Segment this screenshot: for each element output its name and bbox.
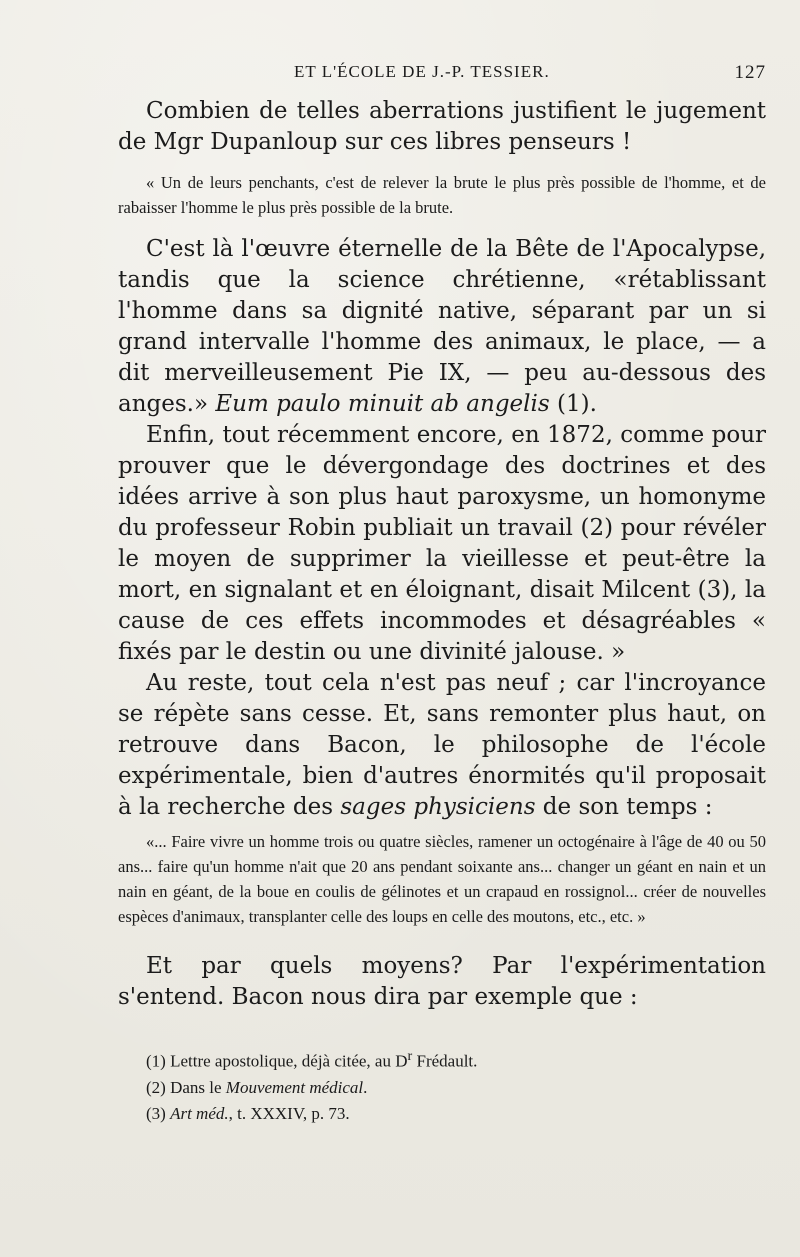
paragraph-4 (118, 668, 766, 823)
footnote-2-after: . (363, 1077, 368, 1097)
footnotes (118, 1043, 766, 1127)
quote-dupanloup: « Un de leurs penchants, c'est de relever la brute le plus près possible de l'homme, et de rabaisser l'homme le plus près possible de la brute. (118, 173, 766, 217)
footnote-3 (146, 1101, 766, 1127)
footnote-1-text: Lettre apostolique, déjà citée, au D (165, 1051, 408, 1071)
footnote-1-mark: (1) (146, 1051, 166, 1071)
footnote-ref-1: (1). (549, 391, 597, 417)
paragraph-1: Combien de telles aberrations justifient le jugement de Mgr Dupanloup sur ces libres penseurs ! (118, 98, 766, 155)
paragraph-2 (118, 234, 766, 420)
footnote-1-sup: r (407, 1048, 413, 1064)
footnote-2-mark: (2) (146, 1077, 166, 1097)
footnote-3-after: , t. XXXIV, p. 73. (228, 1103, 350, 1123)
paragraph-5: Et par quels moyens? Par l'expérimentation s'entend. Bacon nous dira par exemple que : (118, 953, 766, 1010)
footnote-2 (146, 1075, 766, 1101)
paragraph-3: Enfin, tout récemment encore, en 1872, comme pour prouver que le dévergondage des doctrines et des idées arrive à son plus haut paroxysme, un homonyme du professeur Robin publiait un travail (2) pour révéler le moyen de supprimer la vieillesse et peut-être la mort, en signalant et en éloignant, disait Milcent (3), la cause de ces effets incommodes et désagréables « fixés par le destin ou une divinité jalouse. » (118, 422, 766, 665)
footnote-1-after: Frédault. (412, 1051, 478, 1071)
footnote-1 (146, 1043, 766, 1075)
page-number: 127 (734, 62, 766, 83)
footnote-2-text: Dans le (165, 1077, 226, 1097)
paragraph-2-text: C'est là l'œuvre éternelle de la Bête de l'Apocalypse, tandis que la science chrétienne, «rétablissant l'homme dans sa dignité native, séparant par un si grand intervalle l'homme des animaux, le place, — a dit merveilleusement Pie IX, — peu au-dessous des anges.» (118, 236, 766, 417)
running-title: ET L'ÉCOLE DE J.-P. TESSIER. (294, 62, 550, 81)
footnote-3-italic: Art méd. (170, 1103, 229, 1123)
footnote-3-mark: (3) (146, 1103, 166, 1123)
paragraph-4-text: Au reste, tout cela n'est pas neuf ; car l'incroyance se répète sans cesse. Et, sans remonter plus haut, on retrouve dans Bacon, le philosophe de l'école expérimentale, bien d'autres énormités qu'il proposait à la recherche des (118, 670, 766, 820)
sages-physiciens: sages physiciens (340, 794, 536, 820)
footnote-2-italic: Mouvement médical (225, 1077, 364, 1097)
paragraph-4-tail: de son temps : (535, 794, 713, 820)
running-head (118, 56, 766, 96)
quote-bacon: «... Faire vivre un homme trois ou quatre siècles, ramener un octogénaire à l'âge de 40 ou 50 ans... faire qu'un homme n'ait que 20 ans pendant soixante ans... changer un géant en nain et un nain en géant, de la boue en coulis de gélinotes et un crapaud en rossignol... créer de nouvelles espèces d'animaux, transplanter celle des loups en celle des moutons, etc., etc. » (118, 832, 766, 926)
latin-quote: Eum paulo minuit ab angelis (215, 391, 550, 417)
